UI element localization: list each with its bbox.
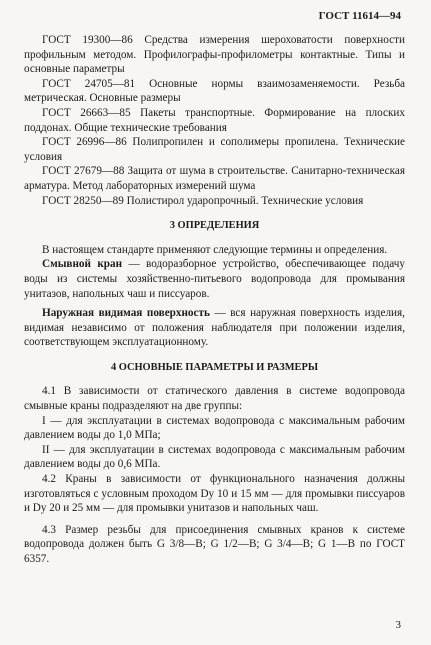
definition-term: Наружная видимая поверхность xyxy=(42,307,210,320)
clause-paragraph: 4.2 Краны в зависимости от функционального назначения должны изготовляться с условным проходом Dу 10 и 15 мм — для промывки писсуаров и Dу 20 и 25 мм — для промывки унитазов и напольных чаш. xyxy=(24,473,405,515)
section-intro: В настоящем стандарте применяют следующие термины и определения. xyxy=(42,243,388,256)
reference-item: ГОСТ 26663—85 Пакеты транспортные. Формирование на плоских поддонах. Общие технические требования xyxy=(24,106,405,134)
definition-item xyxy=(24,257,405,301)
clause-paragraph: 4.1 В зависимости от статического давления в системе водопровода смывные краны подразделяют на две группы: xyxy=(24,385,405,413)
document-id: ГОСТ 11614—94 xyxy=(318,10,401,22)
reference-item: ГОСТ 26996—86 Полипропилен и сополимеры пропилена. Технические условия xyxy=(24,136,405,163)
section-heading: 4 ОСНОВНЫЕ ПАРАМЕТРЫ И РАЗМЕРЫ xyxy=(110,361,319,373)
section-heading: 3 ОПРЕДЕЛЕНИЯ xyxy=(169,220,260,232)
reference-item: ГОСТ 27679—88 Защита от шума в строительстве. Санитарно-техническая арматура. Метод лабораторных измерений шума xyxy=(24,165,405,192)
page-body xyxy=(24,33,405,567)
group-item: I — для эксплуатации в системах водопровода с максимальным рабочим давлением воды до 1,0 МПа; xyxy=(24,414,405,442)
definition-text: — водоразборное устройство, обеспечивающее подачу воды из системы хозяйственно-питьевого водопровода для промывания унитазов, напольных чаш и писсуаров. xyxy=(24,258,406,300)
reference-item: ГОСТ 24705—81 Основные нормы взаимозаменяемости. Резьба метрическая. Основные размеры xyxy=(24,77,405,105)
definition-item xyxy=(24,306,405,350)
reference-item: ГОСТ 19300—86 Средства измерения шероховатости поверхности профильным методом. Профилографы-профилометры контактные. Типы и основные параметры xyxy=(24,34,405,76)
clause-paragraph: 4.3 Размер резьбы для присоединения смывных кранов к системе водопровода должен быть G 3/8—B; G 1/2—B; G 3/4—B; G 1—B по ГОСТ 6357. xyxy=(24,523,405,565)
definition-text: — вся наружная поверхность изделия, видимая независимо от положения наблюдателя при положении изделия, соответствующем эксплуатационному. xyxy=(24,307,405,349)
reference-item: ГОСТ 28250—89 Полистирол ударопрочный. Технические условия xyxy=(42,194,364,207)
page-number: 3 xyxy=(395,619,401,631)
group-item: II — для эксплуатации в системах водопровода с максимальным рабочим давлением воды до 0,6 МПа. xyxy=(24,443,405,471)
definition-term: Смывной кран xyxy=(42,258,123,271)
